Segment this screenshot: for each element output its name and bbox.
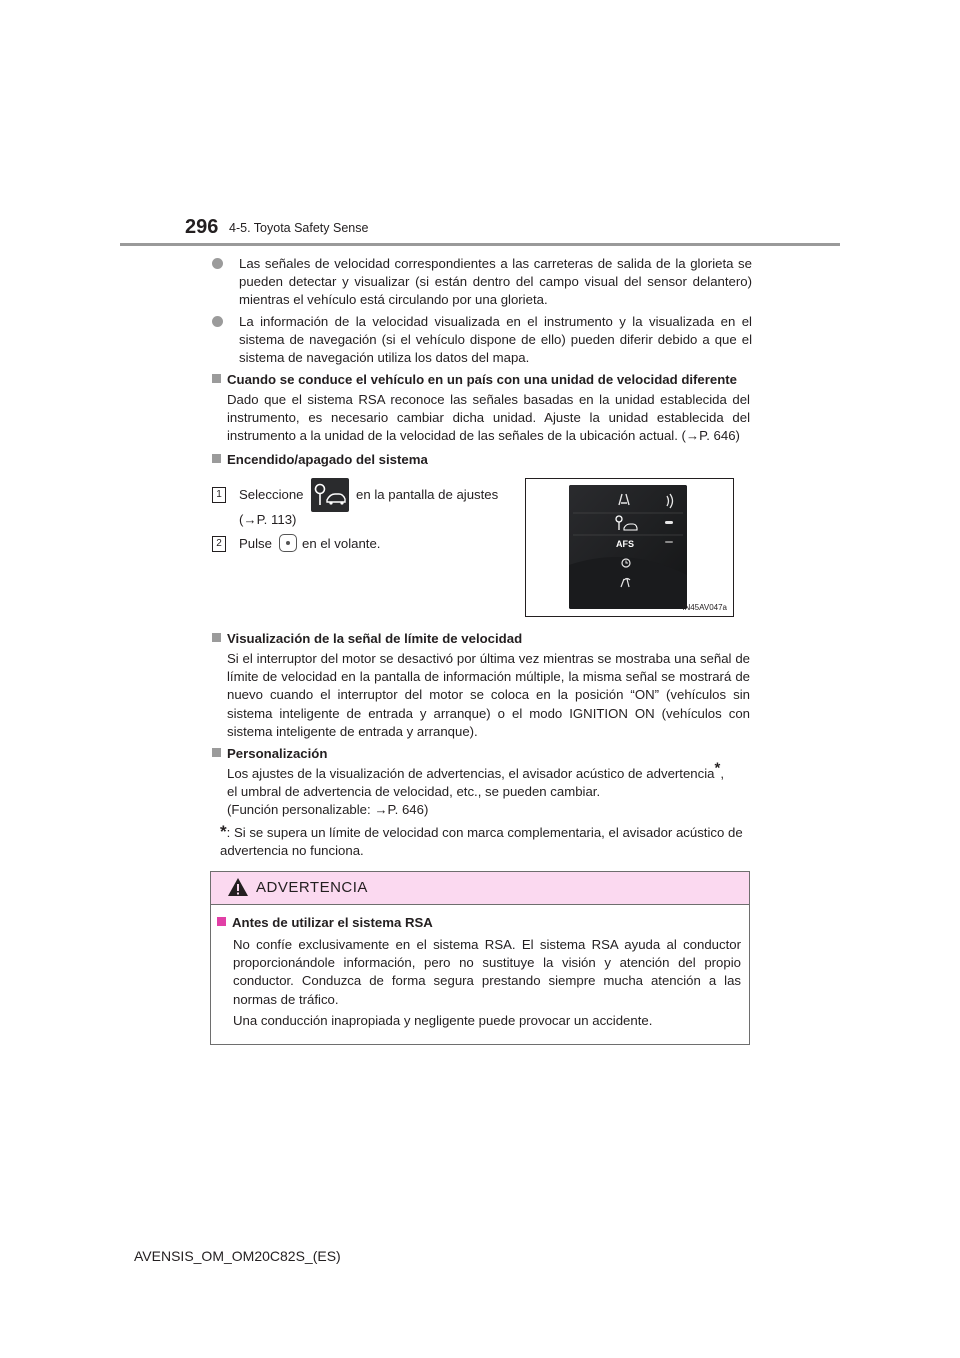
bullet-text: La información de la velocidad visualizada en el instrumento y la visualizada en el sistema de navegación (si el vehículo dispone de ello) pueden diferir debido a que el sistema de navegación utiliza los datos del mapa. bbox=[239, 314, 752, 366]
bullet-dot-icon bbox=[212, 258, 223, 269]
section-heading-onoff: Encendido/apagado del sistema bbox=[212, 451, 428, 469]
multi-info-display bbox=[569, 485, 687, 609]
rsa-setting-icon bbox=[311, 478, 349, 512]
warning-header bbox=[211, 872, 749, 905]
bullet-dot-icon bbox=[212, 316, 223, 327]
section-heading-units: Cuando se conduce el vehículo en un país con una unidad de velocidad diferente bbox=[212, 371, 737, 389]
warning-subtitle: Antes de utilizar el sistema RSA bbox=[217, 915, 433, 930]
document-code: AVENSIS_OM_OM20C82S_(ES) bbox=[134, 1248, 341, 1264]
settings-screen-figure bbox=[525, 478, 734, 617]
footnote: *: Si se supera un límite de velocidad con marca complementaria, el avisador acústico de advertencia no funciona. bbox=[220, 822, 743, 858]
step2-text-a: Pulse bbox=[239, 536, 272, 551]
step1-text-c: (→P. 113) bbox=[239, 512, 297, 527]
warning-triangle-icon bbox=[227, 877, 249, 897]
step2-text-b: en el volante. bbox=[302, 536, 381, 551]
step-number-2: 2 bbox=[212, 536, 226, 552]
section-body-units: Dado que el sistema RSA reconoce las señales basadas en la unidad establecida del instrumento, es necesario cambiar dicha unidad. Ajuste la unidad establecida del instrumento a la unidad de la velocidad de las señales de la ubicación actual. (→P. 646) bbox=[227, 392, 750, 444]
section-title: 4-5. Toyota Safety Sense bbox=[229, 221, 369, 235]
steering-switch-icon bbox=[279, 534, 297, 552]
step-number-1: 1 bbox=[212, 487, 226, 503]
bullet-roundabout bbox=[212, 255, 752, 310]
warning-title: ADVERTENCIA bbox=[256, 879, 368, 896]
section-body-custom: Los ajustes de la visualización de advertencias, el avisador acústico de advertencia*, el umbral de advertencia de velocidad, etc., se pueden cambiar. (Función personalizable: →P. 646) bbox=[227, 759, 725, 818]
square-bullet-icon bbox=[212, 633, 221, 642]
step1-text-b: en la pantalla de ajustes bbox=[356, 487, 499, 502]
bullet-navigation bbox=[212, 313, 752, 368]
square-bullet-icon bbox=[212, 454, 221, 463]
section-heading-display: Visualización de la señal de límite de velocidad bbox=[212, 630, 522, 648]
square-bullet-icon bbox=[212, 374, 221, 383]
warning-paragraph-1: No confíe exclusivamente en el sistema RSA. El sistema RSA ayuda al conductor proporcionándole información, pero no sustituye la visión y atención del propio conductor. Conduzca de forma segura prestando siempre mucha atención a las normas de tráfico. bbox=[233, 937, 741, 1007]
square-bullet-icon bbox=[217, 917, 226, 926]
section-heading-custom: Personalización bbox=[212, 745, 327, 763]
bullet-text: Las señales de velocidad correspondientes a las carreteras de salida de la glorieta se pueden detectar y visualizar (si están dentro del campo visual del sensor delantero) mientras el vehículo está circulando por una glorieta. bbox=[239, 256, 752, 308]
square-bullet-icon bbox=[212, 748, 221, 757]
warning-paragraph-2: Una conducción inapropiada y negligente puede provocar un accidente. bbox=[233, 1013, 653, 1028]
step1-text-a: Seleccione bbox=[239, 487, 304, 502]
figure-code: IN45AV047a bbox=[682, 603, 727, 612]
section-body-display: Si el interruptor del motor se desactivó por última vez mientras se mostraba una señal de límite de velocidad en la pantalla de información múltiple, la misma señal se mostrará de nuevo cuando el interruptor del motor se coloca en la posición “ON” (vehículos sin sistema inteligente de entrada y arranque) o el modo IGNITION ON (vehículos con sistema inteligente de entrada y arranque). bbox=[227, 651, 750, 739]
header-divider bbox=[120, 243, 840, 246]
warning-box bbox=[210, 871, 750, 1045]
page-number: 296 bbox=[185, 216, 219, 238]
settings-menu-icons bbox=[569, 485, 687, 609]
afs-label: AFS bbox=[616, 539, 634, 549]
